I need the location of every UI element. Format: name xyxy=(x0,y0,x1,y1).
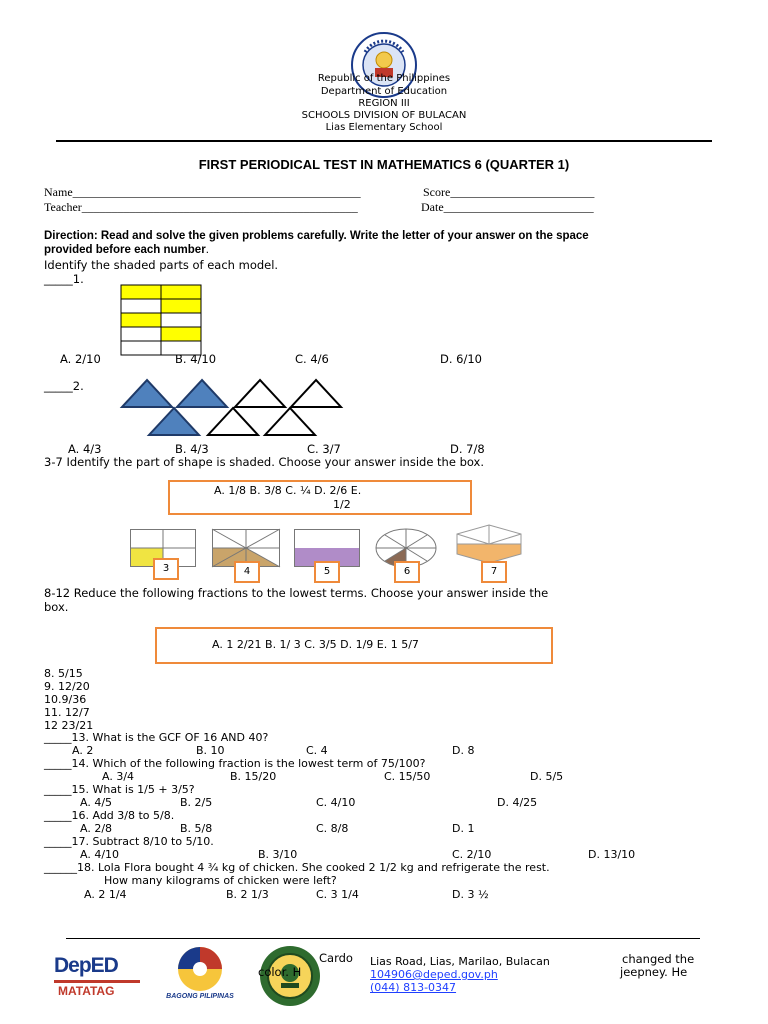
q2-choice-d[interactable]: D. 7/8 xyxy=(450,442,485,456)
q15-stem: _____15. What is 1/5 + 3/5? xyxy=(44,783,195,796)
q13-choice-b[interactable]: B. 10 xyxy=(196,744,225,757)
footer-divider xyxy=(66,938,700,939)
direction-text xyxy=(44,229,744,257)
q2-number[interactable]: _____2. xyxy=(44,379,84,393)
q17-stem: _____17. Subtract 8/10 to 5/10. xyxy=(44,835,214,848)
school-phone-link[interactable]: (044) 813-0347 xyxy=(370,981,457,994)
answer-box-3-7-line2: 1/2 xyxy=(333,498,351,511)
q1-number[interactable]: _____1. xyxy=(44,272,84,286)
test-title: FIRST PERIODICAL TEST IN MATHEMATICS 6 (QUARTER 1) xyxy=(198,157,570,172)
q17-choice-c[interactable]: C. 2/10 xyxy=(452,848,492,861)
q1-choice-a[interactable]: A. 2/10 xyxy=(60,352,101,366)
q18-choice-b[interactable]: B. 2 1/3 xyxy=(226,888,269,901)
q1-fraction-grid xyxy=(121,285,201,355)
q16-choice-c[interactable]: C. 8/8 xyxy=(316,822,349,835)
bagong-pilipinas-logo xyxy=(161,946,239,1006)
header-line-4: SCHOOLS DIVISION OF BULACAN xyxy=(301,110,467,121)
q13-stem: _____13. What is the GCF OF 16 AND 40? xyxy=(44,731,269,744)
q17-choice-b[interactable]: B. 3/10 xyxy=(258,848,298,861)
date-field[interactable]: Date_________________________ xyxy=(421,200,594,214)
shape-label-6: 6 xyxy=(394,561,420,583)
header-line-1: Republic of the Philippines xyxy=(317,73,451,84)
q15-choice-b[interactable]: B. 2/5 xyxy=(180,796,213,809)
q14-choice-b[interactable]: B. 15/20 xyxy=(230,770,277,783)
q15-choice-c[interactable]: C. 4/10 xyxy=(316,796,356,809)
section2-instruction: 3-7 Identify the part of shape is shaded. Choose your answer inside the box. xyxy=(44,455,485,469)
q18-stem: ______18. Lola Flora bought 4 ¾ kg of chicken. She cooked 2 1/2 kg and refrigerate the rest. xyxy=(44,861,550,874)
q13-choice-d[interactable]: D. 8 xyxy=(452,744,475,757)
school-email-link[interactable]: 104906@deped.gov.ph xyxy=(370,968,498,981)
q16-choice-b[interactable]: B. 5/8 xyxy=(180,822,213,835)
q14-choice-c[interactable]: C. 15/50 xyxy=(384,770,431,783)
shape-label-5: 5 xyxy=(314,561,340,583)
footer-overlap-text-2: color. H xyxy=(258,965,302,979)
footer-right-text-2: jeepney. He xyxy=(620,965,688,979)
answer-box-8-12-text: A. 1 2/21 B. 1/ 3 C. 3/5 D. 1/9 E. 1 5/7 xyxy=(212,638,419,651)
direction-body-2: provided before each number xyxy=(44,244,206,256)
footer-right-text-1: changed the xyxy=(622,952,695,966)
deped-wordmark: DepED xyxy=(54,954,118,977)
q18-stem-2: How many kilograms of chicken were left? xyxy=(104,874,337,887)
bagong-pilipinas-emblem xyxy=(175,946,225,992)
score-field[interactable]: Score________________________ xyxy=(423,185,595,199)
q18-choice-a[interactable]: A. 2 1/4 xyxy=(84,888,127,901)
q14-choice-d[interactable]: D. 5/5 xyxy=(530,770,564,783)
answer-box-3-7 xyxy=(168,480,472,515)
section1-instruction: Identify the shaded parts of each model. xyxy=(44,258,279,272)
direction-body: Read and solve the given problems carefully. Write the letter of your answer on the space xyxy=(97,230,589,242)
shape-label-4: 4 xyxy=(234,561,260,583)
teacher-field[interactable]: Teacher______________________________________________ xyxy=(44,200,358,214)
section3-instruction: 8-12 Reduce the following fractions to the lowest terms. Choose your answer inside the xyxy=(44,586,549,600)
answer-box-3-7-line1: A. 1/8 B. 3/8 C. ¼ D. 2/6 E. xyxy=(214,484,362,497)
q2-choice-a[interactable]: A. 4/3 xyxy=(68,442,102,456)
q14-stem: _____14. Which of the following fraction is the lowest term of 75/100? xyxy=(44,757,426,770)
item-10: 10.9/36 xyxy=(44,693,87,706)
direction-period: . xyxy=(205,244,209,256)
header-divider xyxy=(56,140,712,142)
q2-choice-b[interactable]: B. 4/3 xyxy=(175,442,209,456)
item-9: 9. 12/20 xyxy=(44,680,90,693)
q16-choice-d[interactable]: D. 1 xyxy=(452,822,475,835)
item-8: 8. 5/15 xyxy=(44,667,83,680)
q16-stem: _____16. Add 3/8 to 5/8. xyxy=(44,809,175,822)
section3-instruction-2: box. xyxy=(44,600,69,614)
q2-triangles xyxy=(120,378,350,438)
name-field[interactable]: Name________________________________________________ xyxy=(44,185,361,199)
item-11: 11. 12/7 xyxy=(44,706,90,719)
shape-label-7: 7 xyxy=(481,561,507,583)
footer-overlap-text-1: Cardo xyxy=(319,951,353,965)
shape-label-3: 3 xyxy=(153,558,179,580)
shape-7-hexagon xyxy=(456,524,522,564)
q17-choice-d[interactable]: D. 13/10 xyxy=(588,848,636,861)
q1-choice-d[interactable]: D. 6/10 xyxy=(440,352,482,366)
q18-choice-d[interactable]: D. 3 ½ xyxy=(452,888,489,901)
q13-choice-a[interactable]: A. 2 xyxy=(72,744,94,757)
q18-choice-c[interactable]: C. 3 1/4 xyxy=(316,888,359,901)
q15-choice-d[interactable]: D. 4/25 xyxy=(497,796,538,809)
q1-choice-b[interactable]: B. 4/10 xyxy=(175,352,217,366)
q14-choice-a[interactable]: A. 3/4 xyxy=(102,770,135,783)
q2-choice-c[interactable]: C. 3/7 xyxy=(307,442,341,456)
q15-choice-a[interactable]: A. 4/5 xyxy=(80,796,113,809)
direction-label: Direction: xyxy=(44,230,98,242)
header-line-5: Lias Elementary School xyxy=(325,122,443,133)
matatag-wordmark: MATATAG xyxy=(58,984,115,998)
q13-choice-c[interactable]: C. 4 xyxy=(306,744,328,757)
school-address: Lias Road, Lias, Marilao, Bulacan xyxy=(370,955,550,968)
deped-matatag-logo xyxy=(52,950,142,1008)
header-line-3: REGION III xyxy=(358,98,410,109)
q1-choice-c[interactable]: C. 4/6 xyxy=(295,352,329,366)
bagong-pilipinas-wordmark: BAGONG PILIPINAS xyxy=(166,993,234,1000)
header-line-2: Department of Education xyxy=(320,86,448,97)
q16-choice-a[interactable]: A. 2/8 xyxy=(80,822,113,835)
q17-choice-a[interactable]: A. 4/10 xyxy=(80,848,120,861)
answer-box-8-12 xyxy=(155,627,553,664)
item-12: 12 23/21 xyxy=(44,719,94,732)
